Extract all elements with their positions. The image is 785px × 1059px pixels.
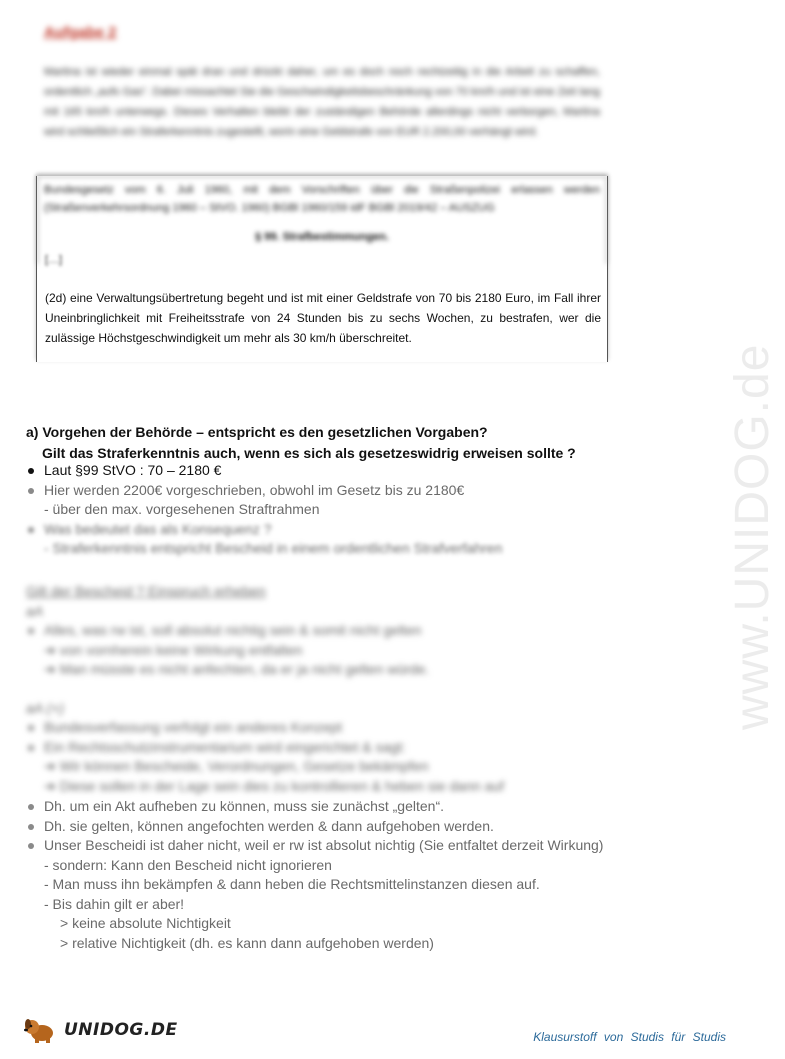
law-ellipsis: […] — [45, 254, 63, 266]
question-a — [26, 422, 576, 464]
list-item: Dh. sie gelten, können angefochten werden & dann aufgehoben werden. — [26, 817, 676, 837]
list-subsubitem: > keine absolute Nichtigkeit — [60, 915, 231, 931]
list-item: Dh. um ein Akt aufheben zu können, muss sie zunächst „gelten“. — [26, 797, 676, 817]
list-subsubitem: > relative Nichtigkeit (dh. es kann dann aufgehoben werden) — [60, 934, 434, 951]
intro-text: Martina ist wieder einmal spät dran und drückt daher, um es doch noch rechtzeitig in die Arbeit zu schaffen, ordentlich „aufs Gas“. Dabei missachtet Sie die Geschwindigkeitsbeschränkung von 70 km/h und ist eine Zeit lang mit 165 km/h unterwegs. Dieses Verhalten bleibt der zuständigen Behörde allerdings nicht verborgen, Martina wird schließlich ein Straferkenntnis zugestellt, worin eine Geldstrafe von EUR 2.200,00 verhängt wird. — [44, 66, 600, 138]
list-subitem: - Straferkenntnis entspricht Bescheid in einem ordentlichen Strafverfahren — [44, 540, 503, 556]
section-heading: Gilt der Bescheid ? Einspruch erheben — [26, 583, 266, 599]
opinion-label: aA (+) — [26, 699, 64, 716]
law-header-frame — [37, 176, 607, 264]
list-item: Laut §99 StVO : 70 – 2180 € — [26, 461, 676, 481]
footer-tagline: Klausurstoff von Studis für Studis — [533, 1030, 726, 1044]
opinion-label: aA — [26, 602, 44, 619]
list-item: Hier werden 2200€ vorgeschrieben, obwohl im Gesetz bis zu 2180€ — [26, 481, 676, 501]
law-excerpt-box — [36, 176, 608, 362]
bullet-icon — [28, 488, 34, 494]
bullet-icon — [28, 804, 34, 810]
question-line-1: a) Vorgehen der Behörde – entspricht es den gesetzlichen Vorgaben? — [26, 424, 488, 440]
list-subitem: - Man muss ihn bekämpfen & dann heben die Rechtsmittelinstanzen diesen auf. — [44, 876, 540, 892]
bullet-icon — [28, 468, 34, 474]
notes-section-3 — [26, 797, 676, 953]
arrow-subitem: ➔ Diese sollen in der Lage sein dies zu kontrollieren & heben sie dann auf — [44, 777, 505, 794]
bullet-icon — [28, 843, 34, 849]
law-clause-2d: (2d) eine Verwaltungsübertretung begeht und ist mit einer Geldstrafe von 70 bis 2180 Euro, im Fall ihrer Uneinbringlichkeit mit Freiheitsstrafe von 24 Stunden bis zu sechs Wochen, zu bestrafen, wer die zulässige Höchstgeschwindigkeit um mehr als 30 km/h überschreitet. — [45, 291, 601, 345]
list-subitem: - sondern: Kann den Bescheid nicht ignorieren — [44, 856, 332, 873]
arrow-subitem: ➔ Wir können Bescheide, Verordnungen, Gesetze bekämpfen — [44, 758, 429, 774]
task-title: Aufgabe 2 — [44, 24, 117, 41]
law-paragraph-title: § 99. Strafbestimmungen. — [255, 231, 389, 243]
bullet-icon — [28, 725, 34, 731]
unidog-logo — [22, 1016, 178, 1044]
bullet-icon — [28, 745, 34, 751]
arrow-subitem: ➔ von vornherein keine Wirkung entfalten — [44, 641, 303, 658]
list-item: Unser Bescheidi ist daher nicht, weil er rw ist absolut nichtig (Sie entfaltet derzeit Wirkung) — [26, 836, 676, 856]
list-item: Alles, was rw ist, soll absolut nichtig sein & somit nicht gelten — [26, 621, 676, 641]
list-item: Bundesverfassung verfolgt ein anderes Konzept — [26, 718, 676, 738]
list-subitem: - über den max. vorgesehenen Straftrahmen — [44, 501, 320, 517]
notes-section-1 — [26, 461, 676, 559]
arrow-subitem: ➔ Man müsste es nicht anfechten, da er ja nicht gelten würde. — [44, 661, 430, 677]
notes-section-2 — [26, 582, 676, 796]
bullet-icon — [28, 824, 34, 830]
question-line-2: Gilt das Straferkenntnis auch, wenn es sich als gesetzeswidrig erweisen sollte ? — [42, 445, 576, 461]
list-item: Was bedeutet das als Konsequenz ? — [26, 520, 676, 540]
list-subitem: - Bis dahin gilt er aber! — [44, 895, 185, 912]
bullet-icon — [28, 628, 34, 634]
list-item: Ein Rechtsschutzinstrumentarium wird eingerichtet & sagt: — [26, 738, 676, 758]
watermark: www.UNIDOG.de — [726, 343, 779, 730]
bullet-icon — [28, 527, 34, 533]
logo-text: UNIDOG.DE — [64, 1020, 178, 1040]
dog-icon — [22, 1016, 58, 1044]
law-header: Bundesgesetz vom 6. Juli 1960, mit dem Vorschriften über die Straßenpolizei erlassen werden (Straßenverkehrsordnung 1960 – StVO. 1960) BGBl 1960/159 idF BGBl 2019/42 – AUSZUG — [44, 184, 600, 214]
